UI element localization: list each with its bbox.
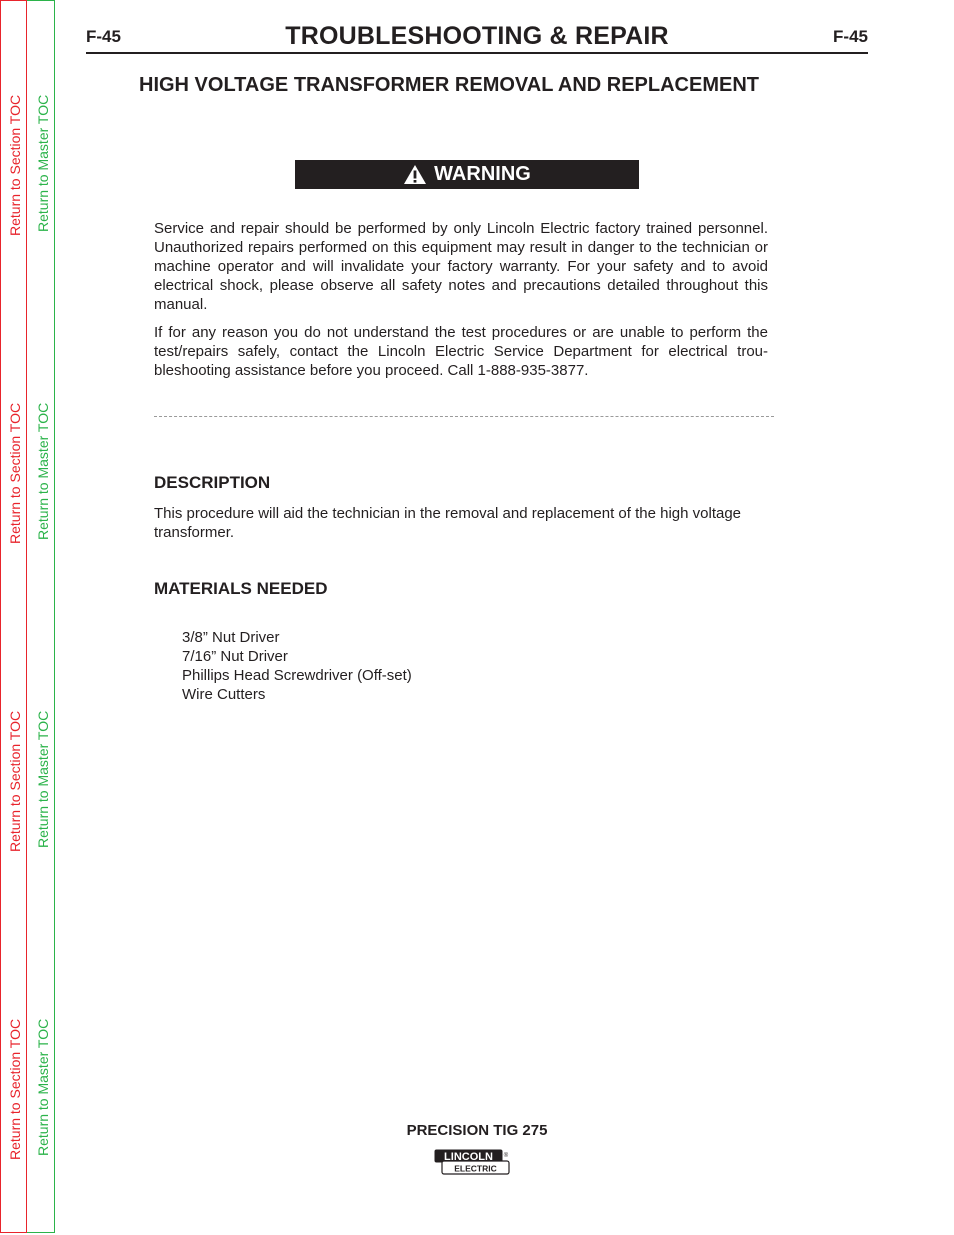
return-to-master-toc-link[interactable]: Return to Master TOC — [35, 710, 51, 848]
materials-heading: MATERIALS NEEDED — [154, 579, 328, 598]
list-item: Wire Cutters — [182, 686, 266, 703]
materials-list — [182, 628, 412, 704]
warning-paragraph: If for any reason you do not understand the test procedures or are unable to perform the test/repairs safely, contact the Lincoln Electric Service Department for electrical trou-bleshooting assistance before you proceed. Call 1-888-935-3877. — [154, 324, 768, 379]
section-divider — [154, 416, 774, 417]
list-item: Phillips Head Screwdriver (Off-set) — [182, 667, 412, 684]
logo-top-text: LINCOLN — [444, 1151, 493, 1163]
description-text: This procedure will aid the technician in the removal and replacement of the high voltage transformer. — [154, 505, 742, 541]
warning-banner — [295, 160, 639, 189]
page-number-left: F-45 — [86, 27, 121, 46]
return-to-section-toc-link[interactable]: Return to Section TOC — [7, 710, 23, 852]
header-rule — [86, 52, 868, 54]
logo-registered-mark: ® — [503, 1153, 509, 1159]
return-to-master-toc-link[interactable]: Return to Master TOC — [35, 402, 51, 540]
lincoln-electric-logo — [434, 1149, 510, 1175]
warning-text — [154, 219, 768, 389]
page-number-right: F-45 — [833, 27, 868, 46]
return-to-section-toc-link[interactable]: Return to Section TOC — [7, 1018, 23, 1160]
list-item: 3/8” Nut Driver — [182, 629, 280, 646]
model-name: PRECISION TIG 275 — [406, 1122, 548, 1139]
logo-bottom-text: ELECTRIC — [454, 1163, 497, 1174]
warning-paragraph: Service and repair should be performed by only Lincoln Electric factory trained personnel. Unauthorized repairs performed on this equipment may result in danger to the technician or machine operator and will invalidate your factory warranty. For your safety and to avoid electrical shock, please observe all safety notes and precautions detailed throughout this manual. — [154, 220, 768, 313]
warning-label: WARNING — [434, 163, 531, 185]
return-to-master-toc-link[interactable]: Return to Master TOC — [35, 94, 51, 232]
return-to-section-toc-link[interactable]: Return to Section TOC — [7, 402, 23, 544]
return-to-master-toc-link[interactable]: Return to Master TOC — [35, 1018, 51, 1156]
return-to-section-toc-link[interactable]: Return to Section TOC — [7, 94, 23, 236]
section-title: HIGH VOLTAGE TRANSFORMER REMOVAL AND REPLACEMENT — [139, 74, 759, 96]
description-heading: DESCRIPTION — [154, 473, 271, 492]
list-item: 7/16” Nut Driver — [182, 648, 288, 665]
warning-triangle-icon — [403, 164, 427, 185]
page-title: TROUBLESHOOTING & REPAIR — [285, 22, 669, 50]
